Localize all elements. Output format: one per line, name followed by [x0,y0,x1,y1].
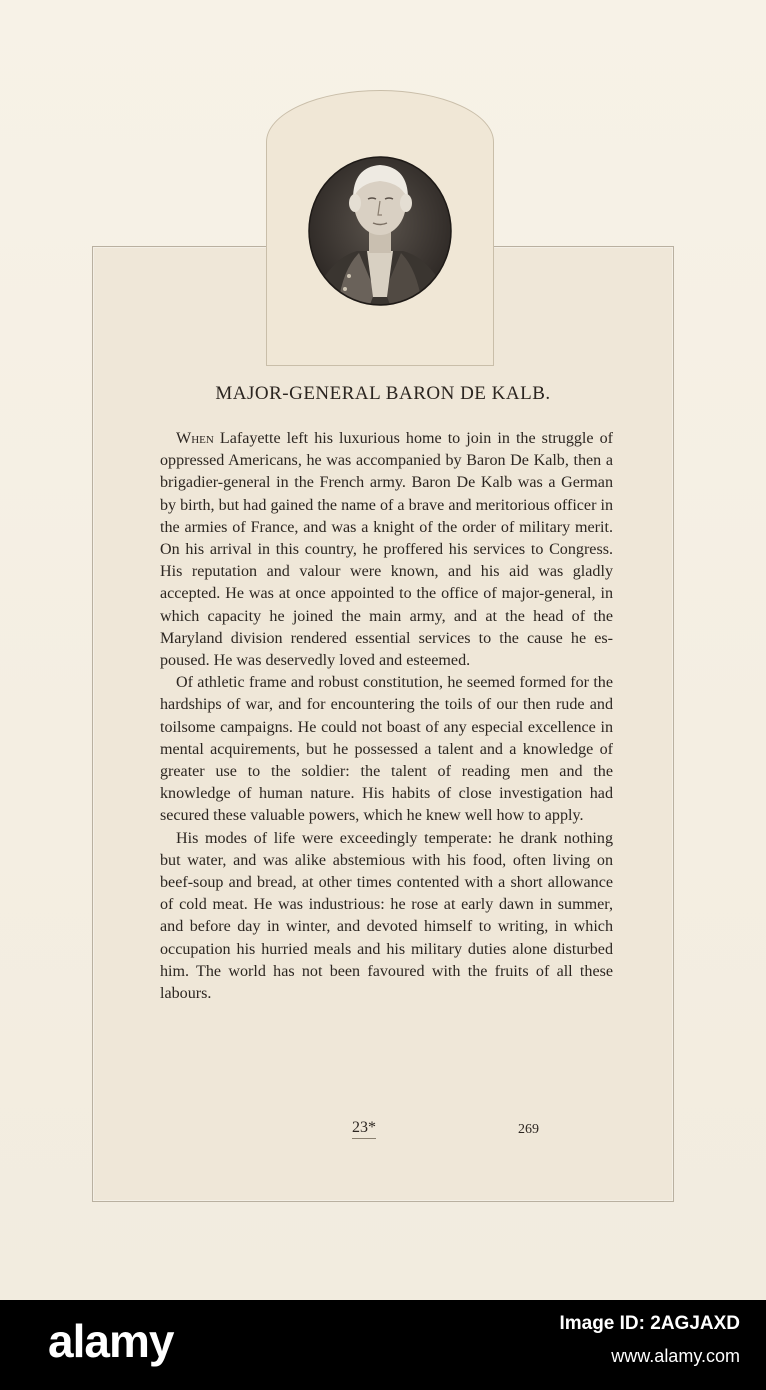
paragraph-text: Of athletic frame and robust constitution, he seemed formed for the hardships of war, and for encountering the toils of our then rude and toilsome campaigns. He could not boast of any especial excellence in mental acquirements, but he possessed a talent and a knowledge of greater use to the soldier: the talent of reading men and the knowledge of human nature. His habits of close investigation had secured these valuable powers, which he knew well how to apply. [160,674,613,825]
image-id-block [559,1308,740,1372]
drop-word: When [176,430,214,447]
site-url: www.alamy.com [611,1346,740,1366]
paragraph-text: His modes of life were exceedingly temperate: he drank nothing but water, and was alike abstemious with his food, often living on beef-soup and bread, at other times contented with a short allowance of cold meat. He was industrious: he rose at early dawn in summer, and before day in winter, and devoted himself to writing, in which occupation his hurried meals and his military duties alone disturbed him. The world has not been favoured with the fruits of all these labours. [160,829,613,1003]
brand-logo: alamy [48,1315,174,1367]
paragraph-text: Lafayette left his luxurious home to join in the struggle of oppressed Americans, he was accompanied by Baron De Kalb, then a brigadier-general in the French army. Baron De Kalb was a German by birth, but had gained the name of a brave and meritorious officer in the armies of France, and was a knight of the order of military merit. On his arrival in this country, he proffered his services to Congress. His reputation and valour were known, and his aid was gladly accepted. He was at once appointed to the office of major-general, in which capacity he joined the main army, and at the head of the Maryland division rendered essential services to the cause he espoused. He was deservedly loved and esteemed. [160,430,613,670]
watermark-footer [0,1300,766,1390]
paragraph [160,428,613,672]
portrait-mount [266,90,494,366]
portrait-icon [267,91,494,366]
article-body [160,428,613,1005]
paragraph [160,828,613,1006]
article-title: MAJOR-GENERAL BARON DE KALB. [215,383,551,404]
image-id: Image ID: 2AGJAXD [559,1313,740,1334]
paragraph [160,672,613,827]
page-number: 269 [518,1122,539,1137]
signature-mark: 23* [352,1119,376,1139]
